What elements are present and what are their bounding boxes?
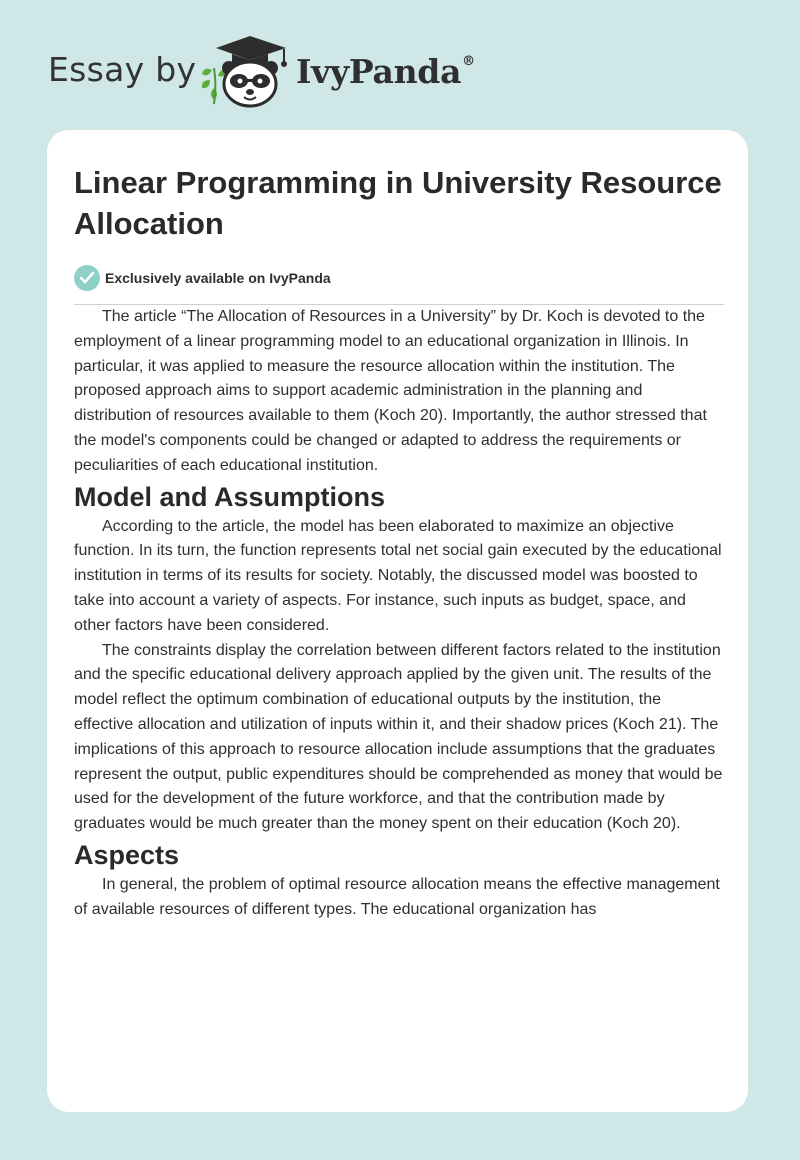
- essay-by-label: Essay by: [48, 50, 197, 89]
- heading-aspects: Aspects: [74, 839, 180, 870]
- exclusive-label: Exclusively available on IvyPanda: [105, 270, 331, 286]
- paragraph-aspects: In general, the problem of optimal resource allocation means the effective management of available resources of different types. The educational organization has: [74, 875, 720, 918]
- brand-name[interactable]: IvyPanda®: [296, 52, 475, 91]
- site-header: [0, 0, 800, 130]
- essay-card: [47, 130, 748, 1112]
- heading-model-assumptions: Model and Assumptions: [74, 481, 386, 512]
- paragraph-constraints: The constraints display the correlation between different factors related to the institution and the specific educational delivery approach applied by the given unit. The results of the model reflect the optimum combination of educational outputs by the institution, the effective allocation and utilization of inputs within it, and their shadow prices (Koch 21). The implications of this approach to resource allocation include assumptions that the graduates represent the output, public expenditures should be comprehended as money that would be used for the development of the future workforce, and that the contribution made by graduates would be much greater than the money spent on their education (Koch 20).: [74, 641, 723, 833]
- page-title: Linear Programming in University Resource Allocation: [74, 165, 722, 241]
- check-circle-icon: [74, 265, 100, 291]
- essay-content: [74, 162, 724, 923]
- paragraph-model: According to the article, the model has been elaborated to maximize an objective function. In its turn, the function represents total net social gain executed by the educational institution in terms of its results for society. Notably, the discussed model was boosted to take into account a variety of aspects. For instance, such inputs as budget, space, and other factors have been considered.: [74, 517, 722, 634]
- panda-logo-icon[interactable]: [198, 34, 298, 110]
- exclusive-badge: [74, 264, 724, 292]
- paragraph-intro: The article “The Allocation of Resources in a University” by Dr. Koch is devoted to the employment of a linear programming model to an educational organization in Illinois. In particular, it was applied to measure the resource allocation within the institution. The proposed approach aims to support academic administration in the planning and distribution of resources available to them (Koch 20). Importantly, the author stressed that the model's components could be changed or adapted to address the requirements or peculiarities of each educational institution.: [74, 308, 707, 474]
- registered-mark: ®: [462, 54, 475, 69]
